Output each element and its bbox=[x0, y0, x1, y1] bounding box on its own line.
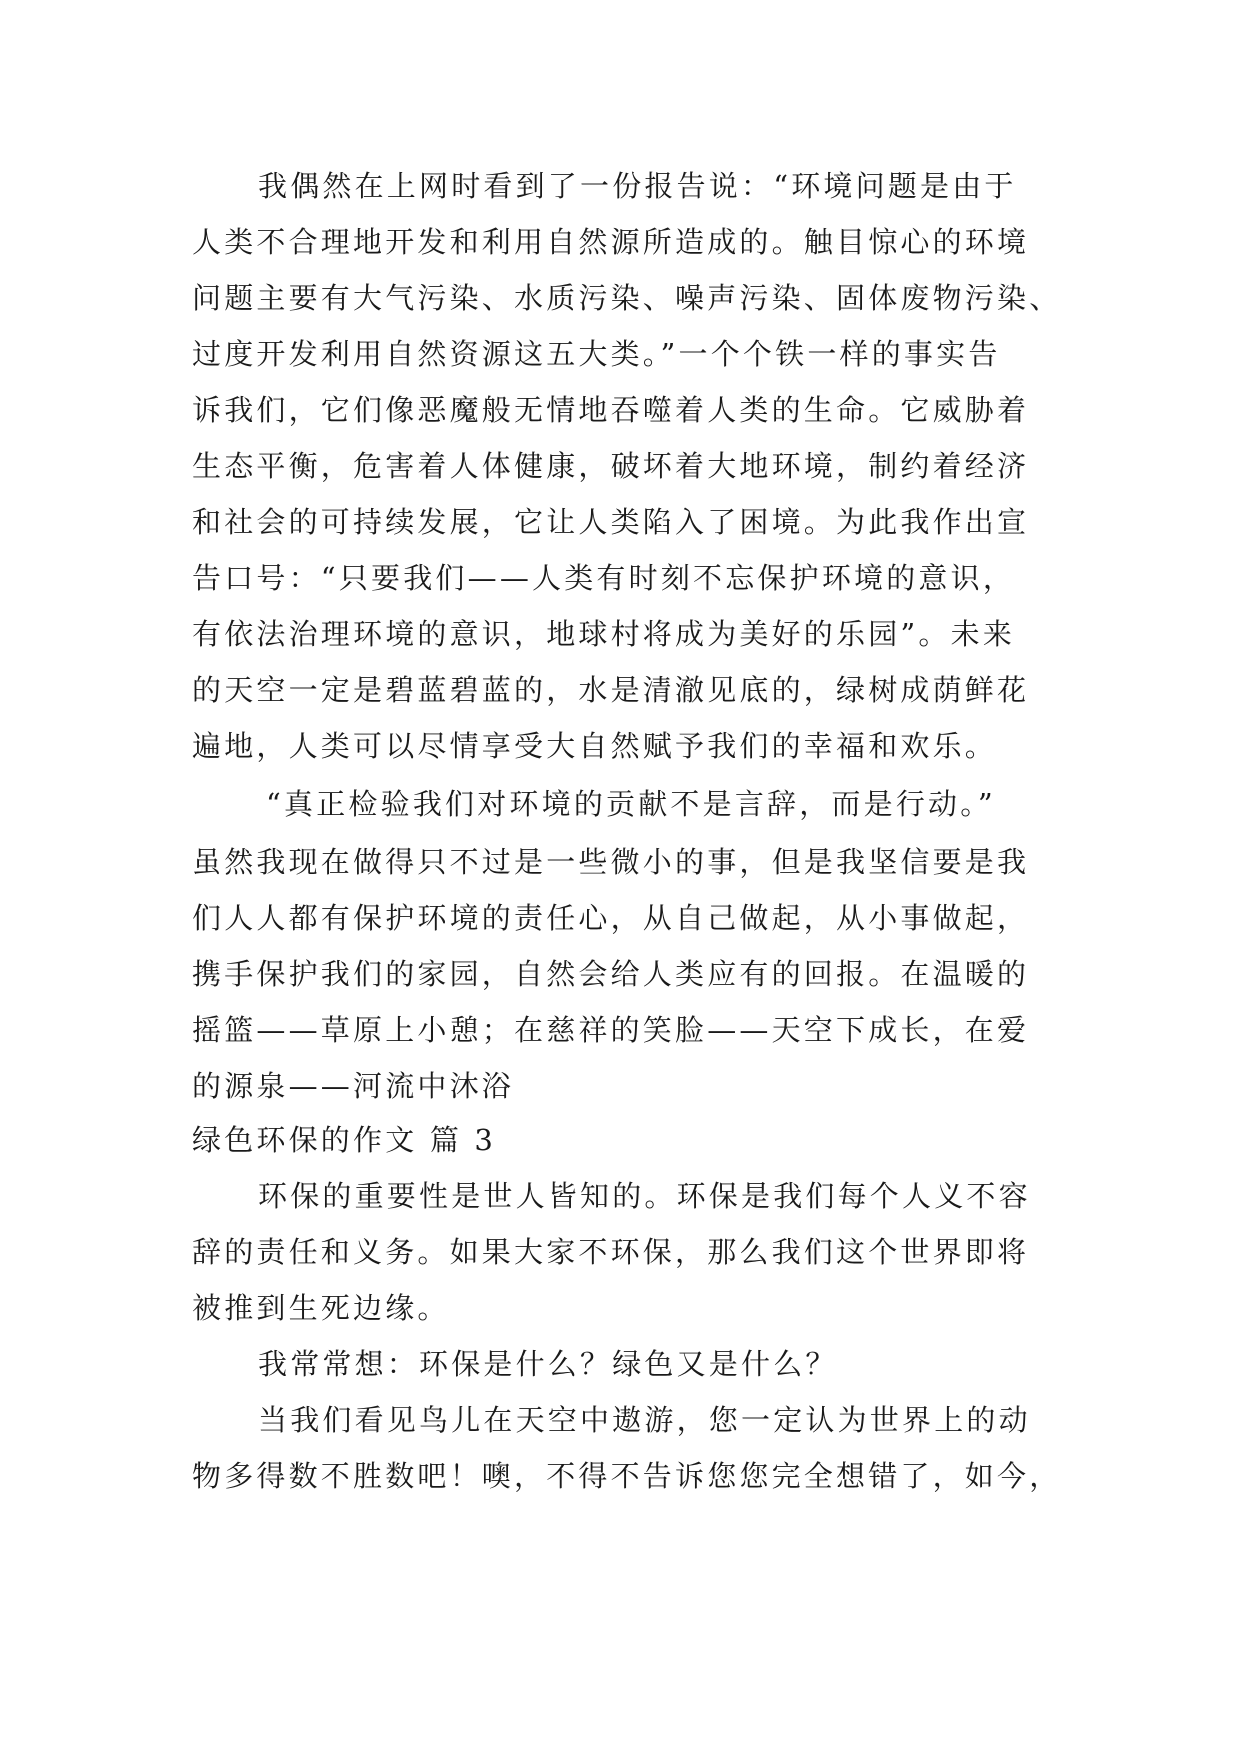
text-line: 我偶然在上网时看到了一份报告说：“环境问题是由于 bbox=[258, 169, 1017, 203]
text-line: 过度开发利用自然资源这五大类。”一个个铁一样的事实告 bbox=[192, 337, 1001, 371]
section-heading: 绿色环保的作文 篇 3 bbox=[192, 1123, 497, 1157]
text-line: 携手保护我们的家园，自然会给人类应有的回报。在温暖的 bbox=[192, 957, 1030, 991]
text-line: 问题主要有大气污染、水质污染、噪声污染、固体废物污染、 bbox=[192, 281, 1062, 315]
text-line: 告口号：“只要我们——人类有时刻不忘保护环境的意识， bbox=[192, 561, 1016, 595]
text-line: 虽然我现在做得只不过是一些微小的事，但是我坚信要是我 bbox=[192, 845, 1030, 879]
text-line: 的天空一定是碧蓝碧蓝的，水是清澈见底的，绿树成荫鲜花 bbox=[192, 673, 1030, 707]
text-line: 人类不合理地开发和利用自然源所造成的。触目惊心的环境 bbox=[192, 225, 1030, 259]
text-line: 有依法治理环境的意识，地球村将成为美好的乐园”。未来 bbox=[192, 617, 1016, 651]
text-line: 摇篮——草原上小憩；在慈祥的笑脸——天空下成长，在爱 bbox=[192, 1013, 1030, 1047]
text-line: 被推到生死边缘。 bbox=[192, 1291, 450, 1325]
text-line: 生态平衡，危害着人体健康，破坏着大地环境，制约着经济 bbox=[192, 449, 1030, 483]
text-line: 物多得数不胜数吧！噢，不得不告诉您您完全想错了，如今， bbox=[192, 1459, 1062, 1493]
text-line: 和社会的可持续发展，它让人类陷入了困境。为此我作出宣 bbox=[192, 505, 1030, 539]
text-line: 遍地，人类可以尽情享受大自然赋予我们的幸福和欢乐。 bbox=[192, 729, 998, 763]
text-line: 当我们看见鸟儿在天空中遨游，您一定认为世界上的动 bbox=[258, 1403, 1031, 1437]
text-line: 环保的重要性是世人皆知的。环保是我们每个人义不容 bbox=[258, 1179, 1031, 1213]
text-line: 们人人都有保护环境的责任心，从自己做起，从小事做起， bbox=[192, 901, 1030, 935]
text-line: “真正检验我们对环境的贡献不是言辞，而是行动。” bbox=[266, 787, 996, 821]
text-line: 诉我们，它们像恶魔般无情地吞噬着人类的生命。它威胁着 bbox=[192, 393, 1030, 427]
text-line: 辞的责任和义务。如果大家不环保，那么我们这个世界即将 bbox=[192, 1235, 1030, 1269]
text-line: 我常常想：环保是什么？绿色又是什么？ bbox=[258, 1347, 838, 1381]
text-line: 的源泉——河流中沐浴 bbox=[192, 1069, 515, 1103]
